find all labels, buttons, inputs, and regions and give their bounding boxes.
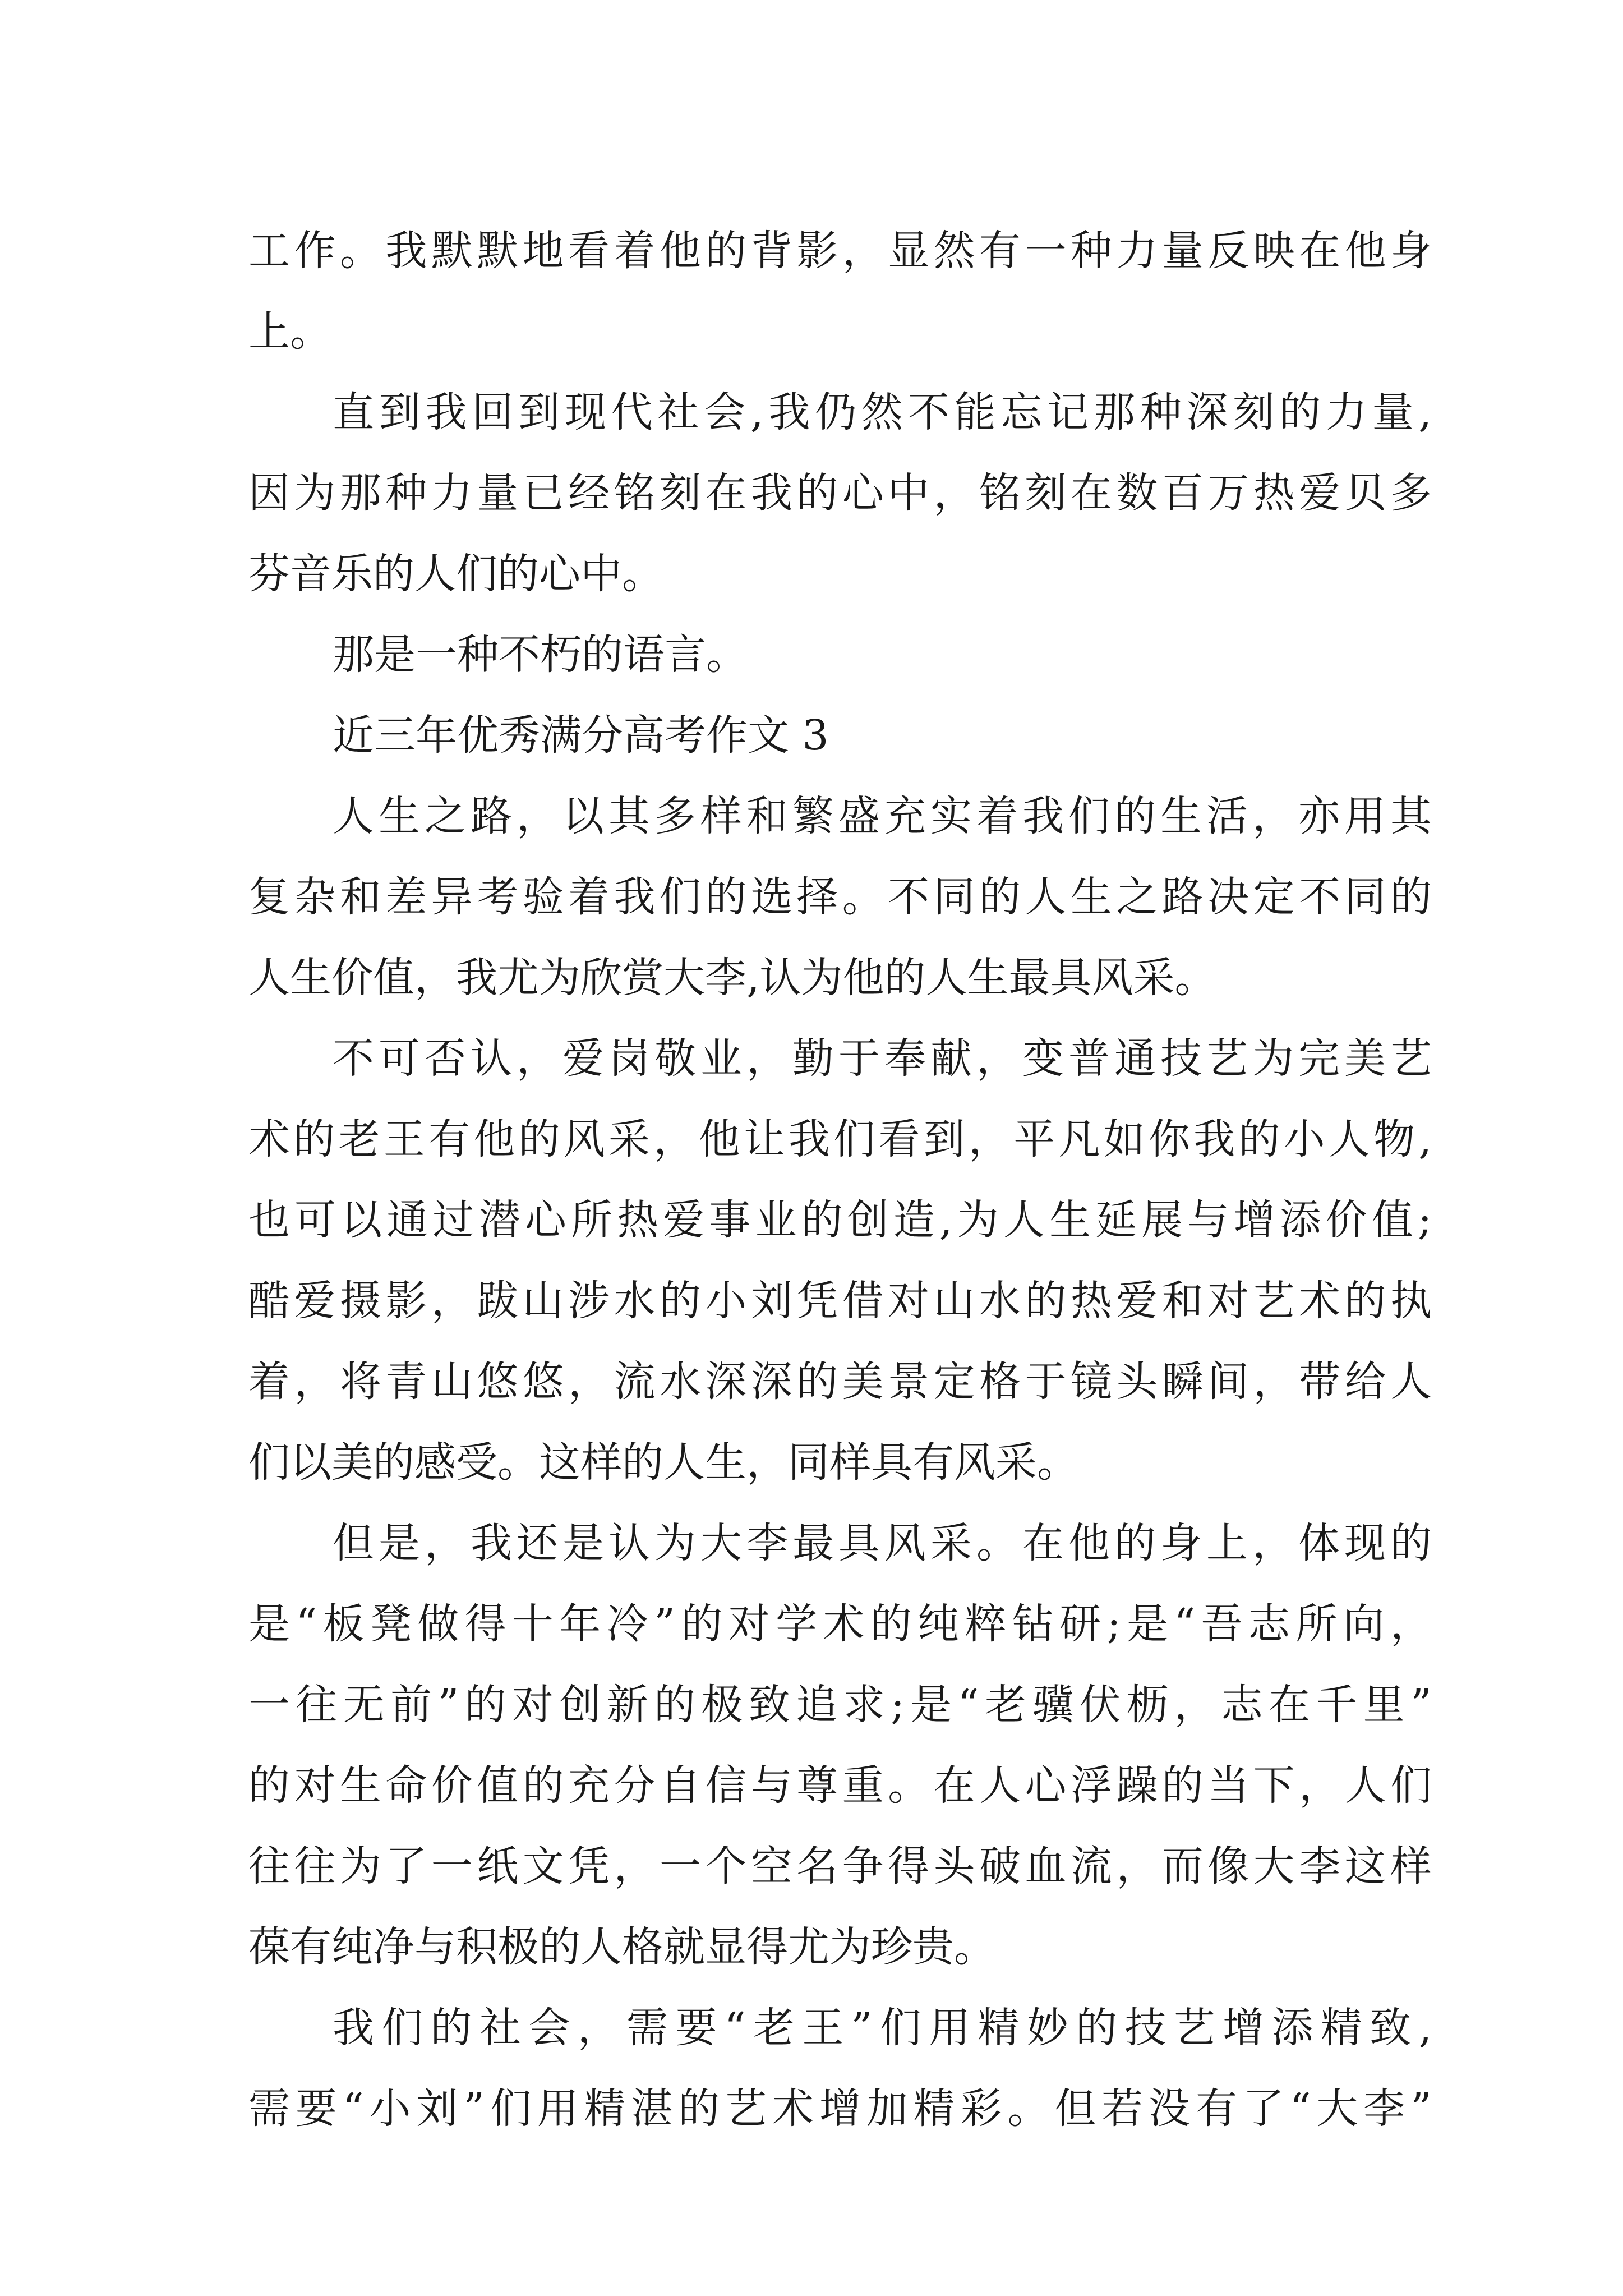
- text-line: 需要“小刘”们用精湛的艺术增加精彩。但若没有了“大李”: [248, 2085, 1432, 2133]
- text-line: 着，将青山悠悠，流水深深的美景定格于镜头瞬间，带给人: [248, 1358, 1432, 1406]
- text-line: 们以美的感受。这样的人生，同样具有风采。: [248, 1438, 1078, 1487]
- text-line: 人生价值，我尤为欣赏大李,认为他的人生最具风采。: [248, 954, 1216, 1002]
- text-line: 上。: [248, 307, 331, 356]
- text-line: 往往为了一纸文凭，一个空名争得头破血流，而像大李这样: [248, 1842, 1432, 1890]
- text-line: 直到我回到现代社会,我仍然不能忘记那种深刻的力量,: [333, 388, 1432, 436]
- text-line: 术的老王有他的风采，他让我们看到，平凡如你我的小人物,: [248, 1115, 1432, 1163]
- section-heading: 近三年优秀满分高考作文 3: [333, 711, 829, 760]
- text-line: 工作。我默默地看着他的背影，显然有一种力量反映在他身: [248, 227, 1432, 275]
- text-line: 葆有纯净与积极的人格就显得尤为珍贵。: [248, 1923, 995, 1971]
- text-line: 一往无前”的对创新的极致追求;是“老骥伏枥，志在千里”: [248, 1681, 1432, 1729]
- text-line: 芬音乐的人们的心中。: [248, 550, 663, 598]
- essay-text: [248, 210, 1432, 2149]
- text-line: 也可以通过潜心所热爱事业的创造,为人生延展与增添价值;: [248, 1196, 1432, 1244]
- text-line: 那是一种不朽的语言。: [333, 631, 748, 679]
- text-line: 不可否认，爱岗敬业，勤于奉献，变普通技艺为完美艺: [333, 1034, 1432, 1083]
- text-line: 因为那种力量已经铭刻在我的心中，铭刻在数百万热爱贝多: [248, 469, 1432, 517]
- text-line: 但是，我还是认为大李最具风采。在他的身上，体现的: [333, 1519, 1432, 1567]
- text-line: 我们的社会，需要“老王”们用精妙的技艺增添精致,: [333, 2004, 1432, 2052]
- text-line: 人生之路，以其多样和繁盛充实着我们的生活，亦用其: [333, 792, 1432, 840]
- text-line: 是“板凳做得十年冷”的对学术的纯粹钻研;是“吾志所向，: [248, 1600, 1432, 1648]
- text-line: 酷爱摄影，跋山涉水的小刘凭借对山水的热爱和对艺术的执: [248, 1277, 1432, 1325]
- text-line: 的对生命价值的充分自信与尊重。在人心浮躁的当下，人们: [248, 1761, 1432, 1810]
- text-line: 复杂和差异考验着我们的选择。不同的人生之路决定不同的: [248, 873, 1432, 921]
